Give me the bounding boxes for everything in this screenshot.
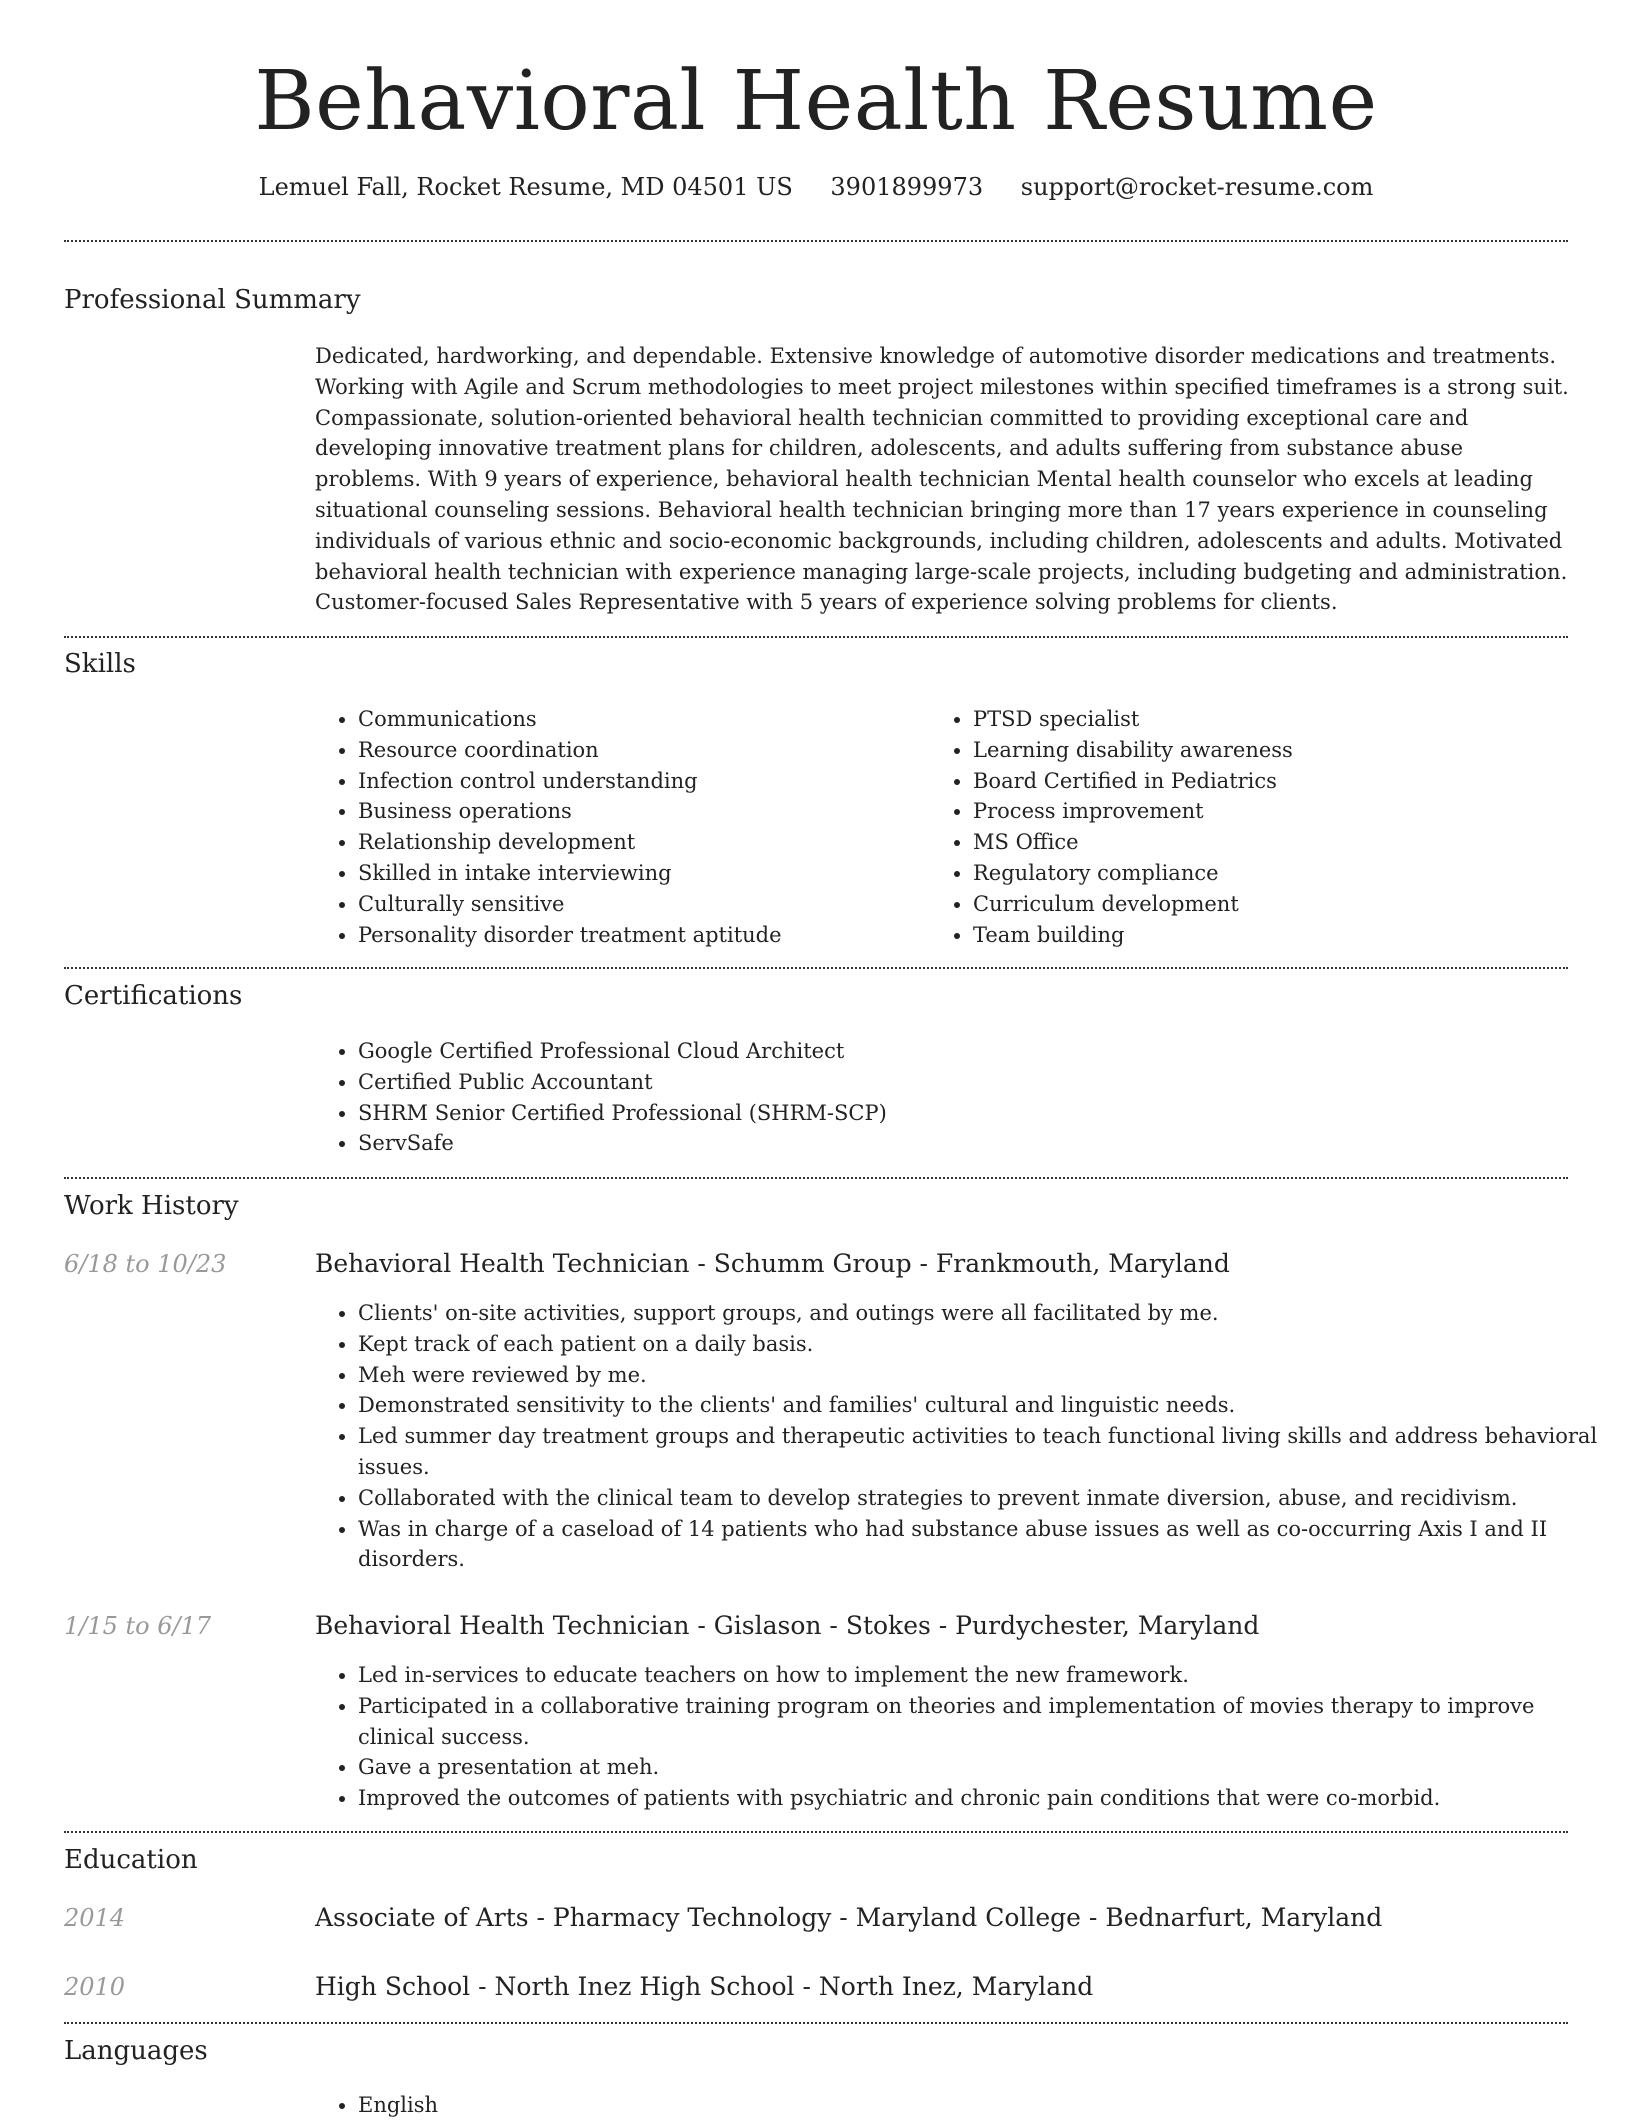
job-bullet: • Demonstrated sensitivity to the clients' and families' cultural and linguistic needs. bbox=[358, 1390, 1614, 1421]
skill-item: • Learning disability awareness bbox=[973, 735, 1593, 766]
certification-item: • Google Certified Professional Cloud Architect bbox=[358, 1036, 1558, 1067]
job-bullet: • Clients' on-site activities, support groups, and outings were all facilitated by me. bbox=[358, 1298, 1614, 1329]
job-bullets bbox=[314, 1298, 1614, 1575]
education-title: High School - North Inez High School - North Inez, Maryland bbox=[315, 1972, 1094, 2001]
skill-item: • Curriculum development bbox=[973, 889, 1593, 920]
skills-list-left bbox=[314, 704, 918, 950]
certifications-heading: Certifications bbox=[64, 981, 243, 1011]
job-bullets bbox=[314, 1660, 1614, 1814]
job-bullet: • Collaborated with the clinical team to develop strategies to prevent inmate diversion, abuse, and recidivism. bbox=[358, 1483, 1614, 1514]
job-bullet: • Was in charge of a caseload of 14 patients who had substance abuse issues as well as co-occurring Axis I and II disorders. bbox=[358, 1514, 1614, 1576]
skill-item: • Communications bbox=[358, 704, 918, 735]
resume-title: Behavioral Health Resume bbox=[254, 54, 1378, 149]
job-bullet: • Led in-services to educate teachers on how to implement the new framework. bbox=[358, 1660, 1614, 1691]
certifications-list bbox=[314, 1036, 1558, 1159]
education-title: Associate of Arts - Pharmacy Technology - Maryland College - Bednarfurt, Maryland bbox=[315, 1903, 1383, 1932]
contact-phone: 3901899973 bbox=[830, 173, 984, 201]
summary-heading: Professional Summary bbox=[64, 285, 361, 315]
job-bullet: • Led summer day treatment groups and therapeutic activities to teach functional living skills and address behavioral issues. bbox=[358, 1421, 1614, 1483]
work-history-heading: Work History bbox=[64, 1191, 239, 1221]
contact-address: Lemuel Fall, Rocket Resume, MD 04501 US bbox=[258, 173, 793, 201]
certification-item: • SHRM Senior Certified Professional (SHRM-SCP) bbox=[358, 1098, 1558, 1129]
job-dates: 1/15 to 6/17 bbox=[64, 1612, 212, 1640]
skill-item: • Resource coordination bbox=[358, 735, 918, 766]
job-bullet: • Kept track of each patient on a daily basis. bbox=[358, 1329, 1614, 1360]
skill-item: • Business operations bbox=[358, 796, 918, 827]
skill-item: • Personality disorder treatment aptitude bbox=[358, 920, 918, 951]
certification-item: • Certified Public Accountant bbox=[358, 1067, 1558, 1098]
summary-text: Dedicated, hardworking, and dependable. Extensive knowledge of automotive disorder medications and treatments. Working with Agile and Scrum methodologies to meet project milestones within specified timeframes is a strong suit. Compassionate, solution-oriented behavioral health technician committed to providing exceptional care and developing innovative treatment plans for children, adolescents, and adults suffering from substance abuse problems. With 9 years of experience, behavioral health technician Mental health counselor who excels at leading situational counseling sessions. Behavioral health technician bringing more than 17 years experience in counseling individuals of various ethnic and socio-economic backgrounds, including children, adolescents and adults. Motivated behavioral health technician with experience managing large-scale projects, including budgeting and administration. Customer-focused Sales Representative with 5 years of experience solving problems for clients. bbox=[315, 344, 1569, 615]
skill-item: • Relationship development bbox=[358, 827, 918, 858]
section-divider bbox=[64, 636, 1568, 638]
languages-list bbox=[314, 2090, 958, 2121]
education-heading: Education bbox=[64, 1845, 198, 1875]
languages-heading: Languages bbox=[64, 2036, 208, 2066]
skill-item: • Regulatory compliance bbox=[973, 858, 1593, 889]
skill-item: • Team building bbox=[973, 920, 1593, 951]
job-bullet: • Meh were reviewed by me. bbox=[358, 1360, 1614, 1391]
job-bullet: • Improved the outcomes of patients with psychiatric and chronic pain conditions that were co-morbid. bbox=[358, 1783, 1614, 1814]
section-divider bbox=[64, 2022, 1568, 2024]
section-divider bbox=[64, 1177, 1568, 1179]
job-bullet: • Gave a presentation at meh. bbox=[358, 1752, 1614, 1783]
section-divider bbox=[64, 967, 1568, 969]
job-dates: 6/18 to 10/23 bbox=[64, 1250, 227, 1278]
education-year: 2014 bbox=[64, 1904, 126, 1932]
job-bullet: • Participated in a collaborative training program on theories and implementation of movies therapy to improve clinical success. bbox=[358, 1691, 1614, 1753]
contact-email: support@rocket-resume.com bbox=[1020, 173, 1374, 201]
skills-list-right bbox=[929, 704, 1593, 950]
skill-item: • MS Office bbox=[973, 827, 1593, 858]
language-item: • English bbox=[358, 2090, 958, 2121]
certification-item: • ServSafe bbox=[358, 1128, 1558, 1159]
skill-item: • Process improvement bbox=[973, 796, 1593, 827]
section-divider bbox=[64, 240, 1568, 242]
job-title: Behavioral Health Technician - Gislason - Stokes - Purdychester, Maryland bbox=[315, 1611, 1260, 1640]
education-year: 2010 bbox=[64, 1973, 126, 2001]
skill-item: • Board Certified in Pediatrics bbox=[973, 766, 1593, 797]
section-divider bbox=[64, 1831, 1568, 1833]
job-title: Behavioral Health Technician - Schumm Group - Frankmouth, Maryland bbox=[315, 1249, 1230, 1278]
skill-item: • Infection control understanding bbox=[358, 766, 918, 797]
skills-heading: Skills bbox=[64, 649, 136, 679]
skill-item: • PTSD specialist bbox=[973, 704, 1593, 735]
skill-item: • Skilled in intake interviewing bbox=[358, 858, 918, 889]
skill-item: • Culturally sensitive bbox=[358, 889, 918, 920]
contact-line bbox=[0, 170, 1632, 204]
